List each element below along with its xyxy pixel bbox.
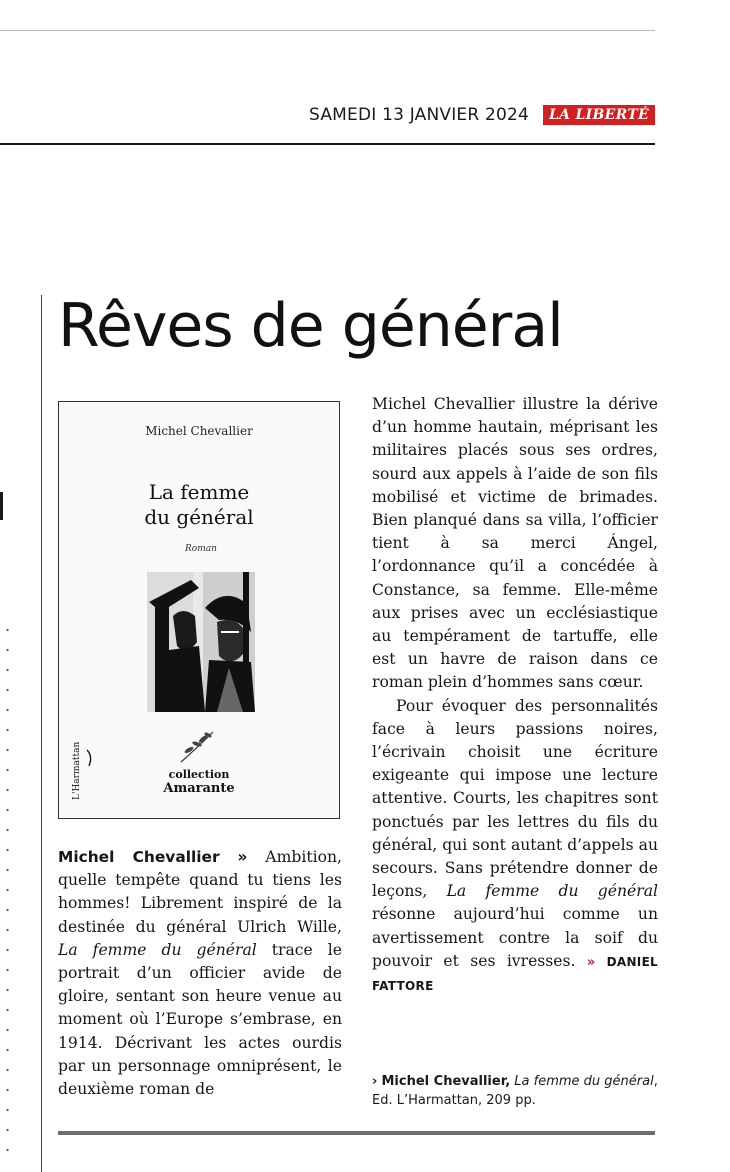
biblio-marker-icon: › bbox=[372, 1074, 378, 1089]
paragraph-2-a: Pour évoquer des personnalités face à leurs passions noires, l’écrivain choisit une écriture exigeante qui impose une lecture attentive. Courts, les chapitres sont ponctués par les lettres du fils du général, qui sont autant d’appels au secours. Sans prétendre donner de leçons, bbox=[372, 696, 658, 901]
paragraph-2-title: La femme du général bbox=[446, 882, 658, 901]
review-author-name: Michel Chevallier bbox=[58, 848, 220, 866]
page-header bbox=[0, 100, 655, 130]
headline: Rêves de général bbox=[58, 291, 563, 361]
biblio-author: Michel Chevallier, bbox=[381, 1074, 511, 1089]
cover-illustration-icon bbox=[147, 572, 255, 712]
left-text-b: trace le portrait d’un officier avide de gloire, sentant son heure venue au moment où l’Europe s’embrase, en 1914. Décrivant les actes ourdis par un personnage omniprésent, le deuxième roman de bbox=[58, 940, 342, 1099]
paragraph-2 bbox=[372, 695, 658, 999]
header-rule bbox=[0, 143, 655, 145]
column-divider bbox=[41, 295, 42, 1172]
left-column-text bbox=[58, 846, 342, 1101]
biblio-details: , Ed. L’Harmattan, 209 pp. bbox=[372, 1074, 658, 1108]
cover-title bbox=[59, 480, 339, 530]
issue-date: SAMEDI 13 JANVIER 2024 bbox=[309, 105, 530, 125]
top-rule bbox=[0, 30, 655, 31]
paragraph-2-b: résonne aujourd’hui comme un avertissement contre la soif du pouvoir et ses ivresses. bbox=[372, 905, 658, 970]
cover-author: Michel Chevallier bbox=[145, 424, 253, 438]
bibliography bbox=[372, 1072, 662, 1110]
cover-collection bbox=[59, 768, 339, 796]
left-text-a: Ambition, quelle tempête quand tu tiens les hommes! Librement inspiré de la destinée du général Ulrich Wille, bbox=[58, 848, 342, 936]
publisher-logo-icon bbox=[69, 742, 99, 802]
cover-title-line1: La femme bbox=[148, 480, 250, 504]
cover-genre: Roman bbox=[185, 544, 217, 554]
cover-title-line2: du général bbox=[144, 505, 254, 529]
signature-chevron-icon: » bbox=[586, 954, 596, 970]
signature: DANIEL FATTORE bbox=[372, 954, 659, 994]
margin-dots bbox=[6, 620, 9, 1160]
cover-collection-label: collection bbox=[168, 768, 230, 781]
branch-icon bbox=[177, 728, 217, 764]
bottom-rule bbox=[58, 1131, 655, 1135]
left-book-title: La femme du général bbox=[58, 940, 257, 959]
publisher-logo-text: L'Harmattan bbox=[72, 742, 82, 800]
cover-collection-name: Amarante bbox=[163, 781, 235, 796]
right-column-text bbox=[372, 393, 658, 998]
margin-mark bbox=[0, 492, 3, 520]
newspaper-logo: LA LIBERTÉ bbox=[543, 105, 655, 125]
book-cover-image bbox=[58, 401, 340, 819]
author-chevron-icon: » bbox=[237, 848, 248, 866]
biblio-title: La femme du général bbox=[514, 1074, 654, 1089]
paragraph-1: Michel Chevallier illustre la dérive d’un homme hautain, méprisant les militaires placés sous ses ordres, sourd aux appels à l’aide de son fils mobilisé et victime de brimades. Bien planqué dans sa villa, l’officier tient à sa merci Ángel, l’ordonnance qu’il a concédée à Constance, sa femme. Elle-même aux prises avec un ecclésiastique au tempérament de tartuffe, elle est un havre de raison dans ce roman plein d’hommes sans cœur. bbox=[372, 395, 658, 692]
